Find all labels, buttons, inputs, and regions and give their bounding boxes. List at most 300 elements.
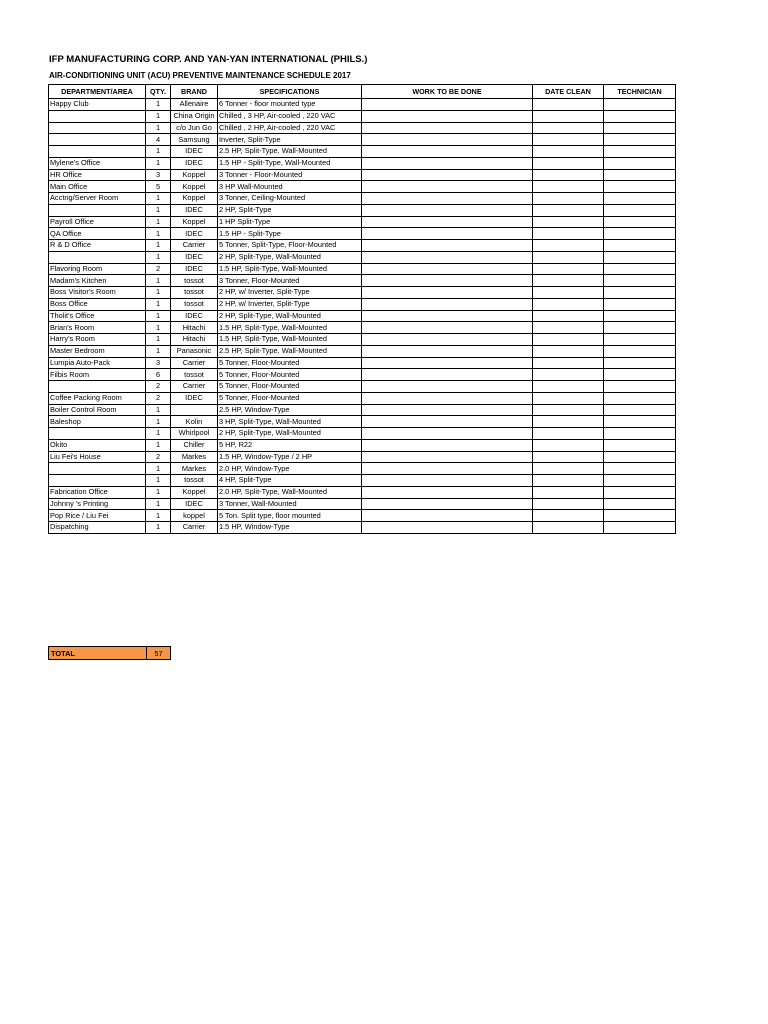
table-row [49, 463, 676, 475]
cell-technician [604, 404, 676, 416]
cell-technician [604, 157, 676, 169]
cell-brand: Hitachi [171, 334, 218, 346]
table-row [49, 404, 676, 416]
cell-department: QA Office [49, 228, 146, 240]
cell-brand: IDEC [171, 263, 218, 275]
cell-specifications: 5 Ton. Split type, floor mounted [218, 510, 362, 522]
table-row [49, 99, 676, 111]
cell-brand: tossot [171, 275, 218, 287]
cell-qty: 3 [146, 169, 171, 181]
cell-technician [604, 475, 676, 487]
table-row [49, 275, 676, 287]
cell-specifications: 1.5 HP, Window-Type [218, 522, 362, 534]
cell-work-to-be-done [362, 486, 533, 498]
table-row [49, 157, 676, 169]
cell-department [49, 204, 146, 216]
cell-department: Johnny 's Printing [49, 498, 146, 510]
cell-brand: Carrier [171, 240, 218, 252]
cell-technician [604, 181, 676, 193]
cell-department: Baleshop [49, 416, 146, 428]
cell-department [49, 134, 146, 146]
cell-qty: 1 [146, 251, 171, 263]
cell-department [49, 122, 146, 134]
cell-qty: 1 [146, 428, 171, 440]
table-row [49, 416, 676, 428]
cell-technician [604, 428, 676, 440]
cell-specifications: 3 HP Wall-Mounted [218, 181, 362, 193]
cell-specifications: 1.5 HP, Split-Type, Wall-Mounted [218, 263, 362, 275]
cell-brand: Koppel [171, 193, 218, 205]
cell-department: Payroll Office [49, 216, 146, 228]
cell-specifications: 4 HP, Split-Type [218, 475, 362, 487]
cell-specifications: 1.5 HP, Window-Type / 2 HP [218, 451, 362, 463]
total-row [48, 646, 171, 660]
cell-qty: 1 [146, 146, 171, 158]
cell-brand: Samsung [171, 134, 218, 146]
cell-date-clean [533, 522, 604, 534]
cell-work-to-be-done [362, 146, 533, 158]
cell-technician [604, 310, 676, 322]
cell-date-clean [533, 486, 604, 498]
cell-department: Tholit's Office [49, 310, 146, 322]
cell-specifications: 5 Tonner, Floor-Mounted [218, 369, 362, 381]
cell-brand [171, 404, 218, 416]
cell-qty: 1 [146, 228, 171, 240]
cell-technician [604, 392, 676, 404]
cell-technician [604, 146, 676, 158]
cell-technician [604, 522, 676, 534]
cell-qty: 1 [146, 122, 171, 134]
table-row [49, 251, 676, 263]
header-brand: BRAND [171, 85, 218, 99]
cell-work-to-be-done [362, 498, 533, 510]
cell-date-clean [533, 334, 604, 346]
cell-specifications: Inverter, Split-Type [218, 134, 362, 146]
cell-brand: tossot [171, 298, 218, 310]
cell-specifications: 5 Tonner, Floor-Mounted [218, 357, 362, 369]
cell-date-clean [533, 169, 604, 181]
cell-brand: IDEC [171, 204, 218, 216]
table-row [49, 381, 676, 393]
cell-qty: 1 [146, 510, 171, 522]
cell-qty: 1 [146, 404, 171, 416]
cell-work-to-be-done [362, 204, 533, 216]
cell-date-clean [533, 392, 604, 404]
cell-date-clean [533, 404, 604, 416]
table-row [49, 357, 676, 369]
table-row [49, 486, 676, 498]
cell-department: Lumpia Auto-Pack [49, 357, 146, 369]
cell-work-to-be-done [362, 298, 533, 310]
header-specifications: SPECIFICATIONS [218, 85, 362, 99]
cell-qty: 1 [146, 463, 171, 475]
table-row [49, 169, 676, 181]
cell-qty: 6 [146, 369, 171, 381]
cell-brand: Koppel [171, 216, 218, 228]
table-row [49, 369, 676, 381]
cell-department [49, 475, 146, 487]
cell-date-clean [533, 228, 604, 240]
cell-technician [604, 240, 676, 252]
cell-brand: Carrier [171, 381, 218, 393]
cell-work-to-be-done [362, 369, 533, 381]
cell-department: Flavoring Room [49, 263, 146, 275]
cell-qty: 1 [146, 334, 171, 346]
cell-work-to-be-done [362, 240, 533, 252]
cell-date-clean [533, 298, 604, 310]
cell-specifications: Chilled , 3 HP, Air-cooled , 220 VAC [218, 110, 362, 122]
cell-technician [604, 451, 676, 463]
cell-work-to-be-done [362, 99, 533, 111]
cell-technician [604, 99, 676, 111]
cell-specifications: 2.5 HP, Split-Type, Wall-Mounted [218, 146, 362, 158]
cell-work-to-be-done [362, 251, 533, 263]
total-label: TOTAL [49, 647, 147, 660]
cell-date-clean [533, 428, 604, 440]
cell-technician [604, 287, 676, 299]
cell-date-clean [533, 134, 604, 146]
cell-department [49, 146, 146, 158]
cell-technician [604, 169, 676, 181]
cell-qty: 1 [146, 110, 171, 122]
cell-department: Master Bedroom [49, 345, 146, 357]
cell-work-to-be-done [362, 510, 533, 522]
cell-technician [604, 357, 676, 369]
maintenance-schedule-table [48, 84, 676, 534]
cell-specifications: 6 Tonner - floor mounted type [218, 99, 362, 111]
cell-date-clean [533, 181, 604, 193]
cell-date-clean [533, 451, 604, 463]
cell-brand: Chiller [171, 439, 218, 451]
cell-brand: IDEC [171, 498, 218, 510]
cell-brand: China Origin [171, 110, 218, 122]
cell-date-clean [533, 146, 604, 158]
cell-brand: Koppel [171, 181, 218, 193]
table-row [49, 439, 676, 451]
cell-qty: 1 [146, 298, 171, 310]
cell-date-clean [533, 204, 604, 216]
cell-qty: 4 [146, 134, 171, 146]
cell-work-to-be-done [362, 275, 533, 287]
cell-technician [604, 275, 676, 287]
cell-specifications: 2.5 HP, Split-Type, Wall-Mounted [218, 345, 362, 357]
cell-qty: 1 [146, 99, 171, 111]
cell-date-clean [533, 157, 604, 169]
cell-department [49, 110, 146, 122]
cell-work-to-be-done [362, 428, 533, 440]
cell-brand: Markes [171, 463, 218, 475]
table-row [49, 334, 676, 346]
cell-date-clean [533, 498, 604, 510]
cell-specifications: 2 HP, Split-Type, Wall-Mounted [218, 428, 362, 440]
cell-department: R & D Office [49, 240, 146, 252]
cell-qty: 1 [146, 275, 171, 287]
cell-specifications: 3 Tonner - Floor-Mounted [218, 169, 362, 181]
cell-work-to-be-done [362, 322, 533, 334]
cell-technician [604, 298, 676, 310]
cell-department: Boss Visitor's Room [49, 287, 146, 299]
cell-work-to-be-done [362, 404, 533, 416]
cell-date-clean [533, 122, 604, 134]
cell-technician [604, 369, 676, 381]
total-value: 57 [147, 647, 171, 660]
cell-work-to-be-done [362, 334, 533, 346]
table-row [49, 287, 676, 299]
table-row [49, 228, 676, 240]
header-department: DEPARTMENT/AREA [49, 85, 146, 99]
table-row [49, 134, 676, 146]
table-row [49, 146, 676, 158]
cell-work-to-be-done [362, 169, 533, 181]
table-row [49, 345, 676, 357]
cell-brand: Koppel [171, 486, 218, 498]
cell-department [49, 381, 146, 393]
cell-brand: Whirlpool [171, 428, 218, 440]
cell-specifications: 3 Tonner, Wall-Mounted [218, 498, 362, 510]
cell-qty: 1 [146, 475, 171, 487]
table-row [49, 181, 676, 193]
cell-qty: 2 [146, 381, 171, 393]
cell-date-clean [533, 193, 604, 205]
cell-technician [604, 334, 676, 346]
cell-department: HR Office [49, 169, 146, 181]
cell-department: Harry's Room [49, 334, 146, 346]
cell-brand: koppel [171, 510, 218, 522]
cell-technician [604, 263, 676, 275]
cell-specifications: 5 Tonner, Split-Type, Floor-Mounted [218, 240, 362, 252]
table-row [49, 498, 676, 510]
cell-brand: Panasonic [171, 345, 218, 357]
cell-department: Dispatching [49, 522, 146, 534]
table-row [49, 392, 676, 404]
cell-brand: tossot [171, 369, 218, 381]
cell-technician [604, 463, 676, 475]
cell-department [49, 463, 146, 475]
cell-work-to-be-done [362, 181, 533, 193]
cell-technician [604, 510, 676, 522]
cell-technician [604, 416, 676, 428]
cell-qty: 2 [146, 451, 171, 463]
cell-qty: 1 [146, 522, 171, 534]
cell-brand: tossot [171, 287, 218, 299]
cell-technician [604, 193, 676, 205]
cell-qty: 1 [146, 240, 171, 252]
cell-brand: IDEC [171, 157, 218, 169]
cell-qty: 1 [146, 439, 171, 451]
cell-technician [604, 110, 676, 122]
cell-date-clean [533, 381, 604, 393]
cell-technician [604, 216, 676, 228]
cell-department: Mylene's Office [49, 157, 146, 169]
header-technician: TECHNICIAN [604, 85, 676, 99]
cell-work-to-be-done [362, 157, 533, 169]
cell-date-clean [533, 357, 604, 369]
header-date-clean: DATE CLEAN [533, 85, 604, 99]
cell-department: Okito [49, 439, 146, 451]
cell-work-to-be-done [362, 463, 533, 475]
cell-department: Liu Fei's House [49, 451, 146, 463]
cell-brand: IDEC [171, 228, 218, 240]
cell-qty: 1 [146, 157, 171, 169]
cell-date-clean [533, 310, 604, 322]
document-title: IFP MANUFACTURING CORP. AND YAN-YAN INTERNATIONAL (PHILS.) [49, 54, 368, 65]
cell-date-clean [533, 216, 604, 228]
cell-department: Madam's Kitchen [49, 275, 146, 287]
document-subtitle: AIR-CONDITIONING UNIT (ACU) PREVENTIVE MAINTENANCE SCHEDULE 2017 [49, 71, 351, 80]
cell-date-clean [533, 345, 604, 357]
cell-technician [604, 381, 676, 393]
cell-date-clean [533, 287, 604, 299]
cell-qty: 1 [146, 216, 171, 228]
table-body [49, 99, 676, 534]
cell-work-to-be-done [362, 228, 533, 240]
cell-specifications: 5 Tonner, Floor-Mounted [218, 392, 362, 404]
cell-brand: c/o Jun Go [171, 122, 218, 134]
cell-department [49, 428, 146, 440]
cell-date-clean [533, 475, 604, 487]
table-row [49, 204, 676, 216]
cell-specifications: 2.0 HP, Split-Type, Wall-Mounted [218, 486, 362, 498]
cell-date-clean [533, 99, 604, 111]
cell-specifications: 5 HP, R22 [218, 439, 362, 451]
cell-specifications: 1 HP Split-Type [218, 216, 362, 228]
table-row [49, 240, 676, 252]
cell-specifications: 2 HP, Split-Type [218, 204, 362, 216]
cell-specifications: 2 HP, w/ Inverter, Split-Type [218, 298, 362, 310]
cell-qty: 1 [146, 498, 171, 510]
cell-date-clean [533, 240, 604, 252]
cell-work-to-be-done [362, 381, 533, 393]
cell-qty: 3 [146, 357, 171, 369]
cell-work-to-be-done [362, 475, 533, 487]
cell-work-to-be-done [362, 193, 533, 205]
table-row [49, 298, 676, 310]
cell-date-clean [533, 275, 604, 287]
table-row [49, 310, 676, 322]
cell-brand: IDEC [171, 251, 218, 263]
cell-department: Brian's Room [49, 322, 146, 334]
cell-work-to-be-done [362, 451, 533, 463]
table-row [49, 193, 676, 205]
cell-specifications: 1.5 HP, Split-Type, Wall-Mounted [218, 322, 362, 334]
cell-brand: Hitachi [171, 322, 218, 334]
cell-technician [604, 204, 676, 216]
cell-specifications: 1.5 HP - Split-Type, Wall-Mounted [218, 157, 362, 169]
table-row [49, 122, 676, 134]
cell-specifications: 3 Tonner, Floor-Mounted [218, 275, 362, 287]
cell-brand: IDEC [171, 392, 218, 404]
cell-technician [604, 322, 676, 334]
cell-work-to-be-done [362, 345, 533, 357]
cell-department: Boiler Control Room [49, 404, 146, 416]
cell-brand: tossot [171, 475, 218, 487]
cell-specifications: 5 Tonner, Floor-Mounted [218, 381, 362, 393]
cell-work-to-be-done [362, 122, 533, 134]
cell-brand: Koppel [171, 169, 218, 181]
cell-brand: IDEC [171, 146, 218, 158]
cell-specifications: 3 Tonner, Ceiling-Mounted [218, 193, 362, 205]
cell-specifications: 2.0 HP, Window-Type [218, 463, 362, 475]
cell-department: Coffee Packing Room [49, 392, 146, 404]
cell-brand: Markes [171, 451, 218, 463]
cell-technician [604, 134, 676, 146]
cell-specifications: 2 HP, Split-Type, Wall-Mounted [218, 251, 362, 263]
cell-brand: Carrier [171, 357, 218, 369]
table-row [49, 510, 676, 522]
cell-date-clean [533, 322, 604, 334]
cell-technician [604, 251, 676, 263]
cell-specifications: 1.5 HP - Split-Type [218, 228, 362, 240]
cell-date-clean [533, 510, 604, 522]
cell-qty: 1 [146, 486, 171, 498]
header-qty: QTY. [146, 85, 171, 99]
cell-qty: 1 [146, 345, 171, 357]
cell-department: Boss Office [49, 298, 146, 310]
cell-brand: Kolin [171, 416, 218, 428]
cell-work-to-be-done [362, 416, 533, 428]
cell-work-to-be-done [362, 263, 533, 275]
table-header-row [49, 85, 676, 99]
cell-department [49, 251, 146, 263]
cell-qty: 1 [146, 204, 171, 216]
cell-qty: 1 [146, 287, 171, 299]
cell-date-clean [533, 251, 604, 263]
cell-specifications: 2 HP, w/ Inverter, Split-Type [218, 287, 362, 299]
cell-work-to-be-done [362, 357, 533, 369]
cell-department: Happy Club [49, 99, 146, 111]
table-row [49, 475, 676, 487]
cell-work-to-be-done [362, 134, 533, 146]
cell-date-clean [533, 263, 604, 275]
table-row [49, 428, 676, 440]
cell-technician [604, 439, 676, 451]
cell-qty: 1 [146, 193, 171, 205]
cell-work-to-be-done [362, 110, 533, 122]
cell-department: Main Office [49, 181, 146, 193]
cell-brand: Allenaire [171, 99, 218, 111]
table-row [49, 263, 676, 275]
cell-qty: 2 [146, 263, 171, 275]
cell-work-to-be-done [362, 287, 533, 299]
cell-work-to-be-done [362, 392, 533, 404]
cell-date-clean [533, 416, 604, 428]
cell-technician [604, 498, 676, 510]
header-work-to-be-done: WORK TO BE DONE [362, 85, 533, 99]
cell-technician [604, 345, 676, 357]
cell-qty: 2 [146, 392, 171, 404]
cell-department: Fabrication Office [49, 486, 146, 498]
cell-work-to-be-done [362, 522, 533, 534]
table-row [49, 322, 676, 334]
cell-date-clean [533, 369, 604, 381]
cell-date-clean [533, 110, 604, 122]
cell-department: Filbis Room [49, 369, 146, 381]
cell-work-to-be-done [362, 216, 533, 228]
table-row [49, 216, 676, 228]
cell-specifications: 2 HP, Split-Type, Wall-Mounted [218, 310, 362, 322]
table-row [49, 110, 676, 122]
cell-specifications: Chilled , 2 HP, Air-cooled , 220 VAC [218, 122, 362, 134]
cell-specifications: 1.5 HP, Split-Type, Wall-Mounted [218, 334, 362, 346]
cell-technician [604, 122, 676, 134]
table-row [49, 522, 676, 534]
cell-technician [604, 228, 676, 240]
cell-brand: IDEC [171, 310, 218, 322]
cell-work-to-be-done [362, 439, 533, 451]
cell-qty: 1 [146, 322, 171, 334]
cell-department: Pop Rice / Liu Fei [49, 510, 146, 522]
table-row [49, 451, 676, 463]
